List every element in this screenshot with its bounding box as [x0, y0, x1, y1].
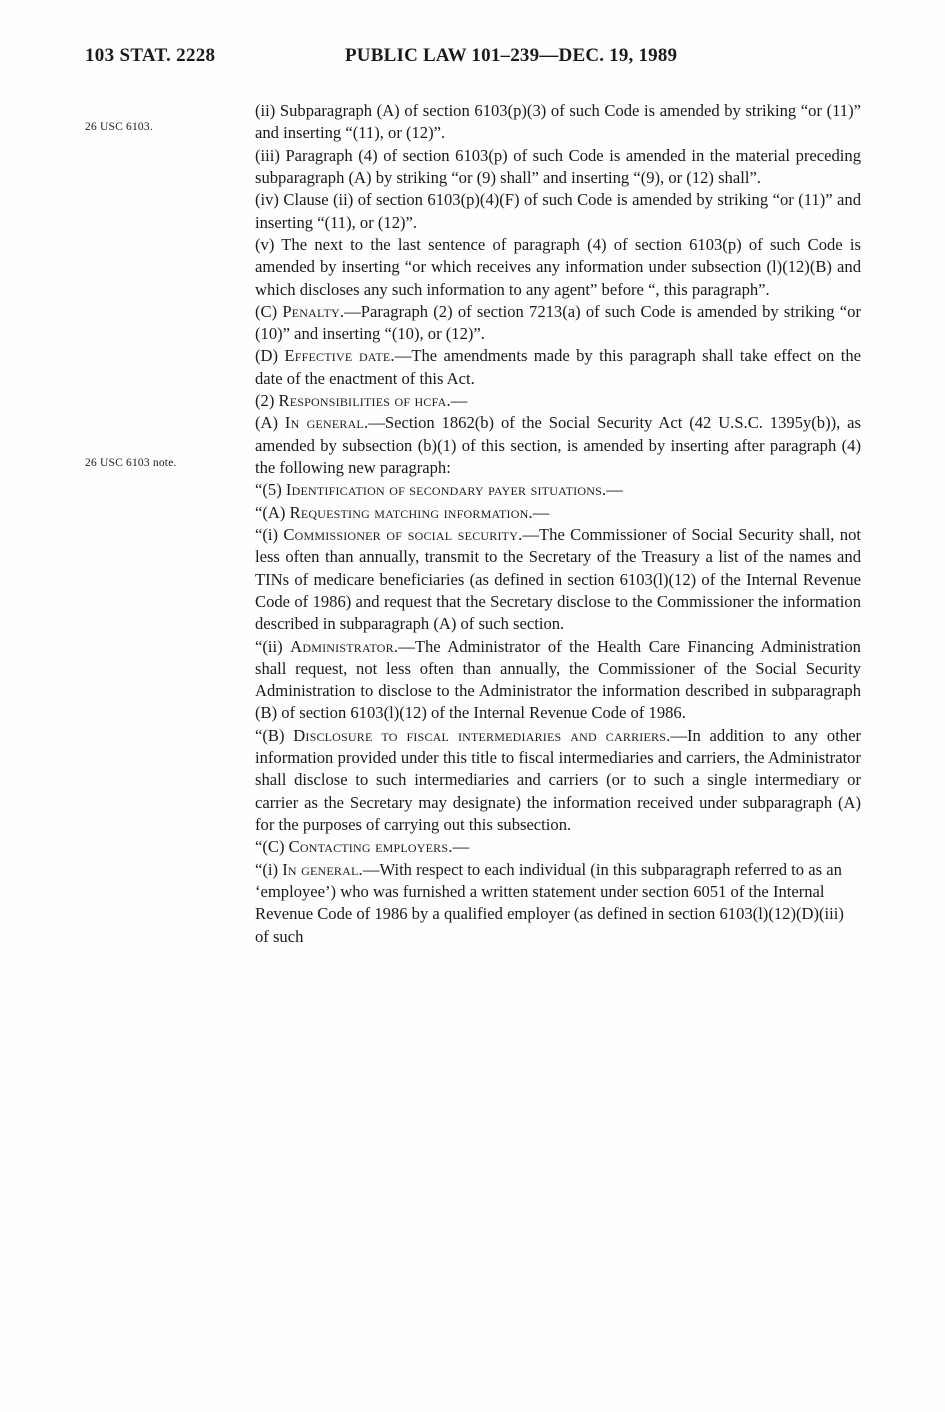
paragraph-heading: Contacting employers.— [288, 837, 470, 857]
paragraph-text: —The amendments made by this paragraph shall take effect on the date of the enactment of this Act. [255, 346, 861, 388]
paragraph-para-5-identification [255, 479, 861, 501]
paragraph-text: —Section 1862(b) of the Social Security Act (42 U.S.C. 1395y(b)), as amended by subsection (b)(1) of this section, is amended by inserting after paragraph (4) the following new paragraph: [255, 413, 861, 477]
paragraph-para-ii-administrator [255, 636, 861, 725]
paragraph-text: (v) The next to the last sentence of paragraph (4) of section 6103(p) of such Code is amended by inserting “or which receives any information under subsection (l)(12)(B) and which discloses any such information to any agent” before “, this paragraph”. [255, 234, 861, 299]
paragraph-heading: In general. [284, 413, 369, 433]
margin-note-usc-6103-note: 26 USC 6103 note. [85, 457, 177, 469]
paragraph-text: (ii) Subparagraph (A) of section 6103(p)(3) of such Code is amended by striking “or (11)” and inserting “(11), or (12)”. [255, 101, 861, 143]
paragraph-label: “(B) [255, 725, 294, 745]
paragraph-label: “(i) [255, 859, 283, 879]
paragraph-para-C-penalty [255, 301, 861, 346]
body-column [255, 100, 861, 948]
paragraph-label: “(5) [255, 480, 286, 500]
paragraph-label: “(C) [255, 837, 289, 857]
paragraph-para-B-disclosure [255, 725, 861, 837]
paragraph-heading: Disclosure to fiscal intermediaries and carriers. [293, 725, 671, 745]
paragraph-text: (iii) Paragraph (4) of section 6103(p) of such Code is amended in the material preceding subparagraph (A) by striking “or (9) shall” and inserting “(9), or (12) shall”. [255, 145, 861, 187]
paragraph-label: “(i) [255, 524, 284, 544]
paragraph-label: (2) [255, 391, 279, 411]
paragraph-heading: Requesting matching information.— [289, 502, 550, 522]
paragraph-text: —Paragraph (2) of section 7213(a) of such Code is amended by striking “or (10)” and inserting “(10), or (12)”. [255, 301, 861, 344]
running-head [0, 45, 945, 75]
paragraph-label: “(A) [255, 502, 290, 522]
paragraph-heading: Identification of secondary payer situations.— [285, 480, 624, 500]
paragraph-para-C-contacting [255, 836, 861, 858]
paragraph-text: —The Commissioner of Social Security shall, not less often than annually, transmit to the Secretary of the Treasury a list of the names and TINs of medicare beneficiaries (as defined in section 6103(l)(12) of the Internal Revenue Code of 1986) and request that the Secretary disclose to the Commissioner the information described in subparagraph (A) of such section. [255, 524, 862, 634]
paragraph-heading: In general. [282, 859, 363, 879]
paragraph-para-2-responsibilities [255, 390, 861, 412]
paragraph-label: (A) [255, 413, 285, 433]
public-law-title: PUBLIC LAW 101–239—DEC. 19, 1989 [345, 45, 678, 66]
margin-note-usc-6103: 26 USC 6103. [85, 121, 153, 133]
paragraph-heading: Penalty. [282, 301, 345, 321]
paragraph-heading: Commissioner of social security. [283, 524, 523, 544]
paragraph-label: (D) [255, 346, 285, 366]
paragraph-text: (iv) Clause (ii) of section 6103(p)(4)(F) of such Code is amended by striking “or (11)” and inserting “(11), or (12)”. [255, 190, 861, 232]
paragraph-para-iii [255, 145, 861, 190]
paragraph-heading: Administrator. [290, 636, 399, 656]
paragraph-label: “(ii) [255, 636, 291, 656]
paragraph-para-i-commissioner [255, 524, 861, 636]
paragraph-para-A-requesting [255, 502, 861, 524]
paragraph-heading: Effective date. [284, 346, 395, 366]
paragraph-text: —With respect to each individual (in this subparagraph referred to as an ‘employee’) who was furnished a written statement under section 6051 of the Internal Revenue Code of 1986 by a qualified employer (as defined in section 6103(l)(12)(D)(iii) of such [255, 859, 844, 946]
paragraph-para-A-in-general [255, 412, 861, 479]
statute-citation: 103 STAT. 2228 [85, 45, 216, 66]
paragraph-text: —In addition to any other information provided under this title to fiscal intermediaries and carriers, the Administrator shall disclose to such intermediaries and carriers (or to such a single intermediary or carrier as the Secretary may designate) the information received under subparagraph (A) for the purposes of carrying out this subsection. [255, 725, 861, 834]
paragraph-label: (C) [255, 301, 283, 321]
paragraph-heading: Responsibilities of hcfa.— [278, 391, 468, 411]
paragraph-para-D-effective-date [255, 345, 861, 390]
paragraph-para-i-in-general [255, 859, 861, 948]
paragraph-text: —The Administrator of the Health Care Financing Administration shall request, not less often than annually, the Commissioner of the Social Security Administration to disclose to the Administrator the information described in subparagraph (B) of section 6103(l)(12) of the Internal Revenue Code of 1986. [255, 636, 861, 723]
paragraph-para-v [255, 234, 861, 301]
paragraph-para-iv [255, 189, 861, 234]
paragraph-para-ii [255, 100, 861, 145]
